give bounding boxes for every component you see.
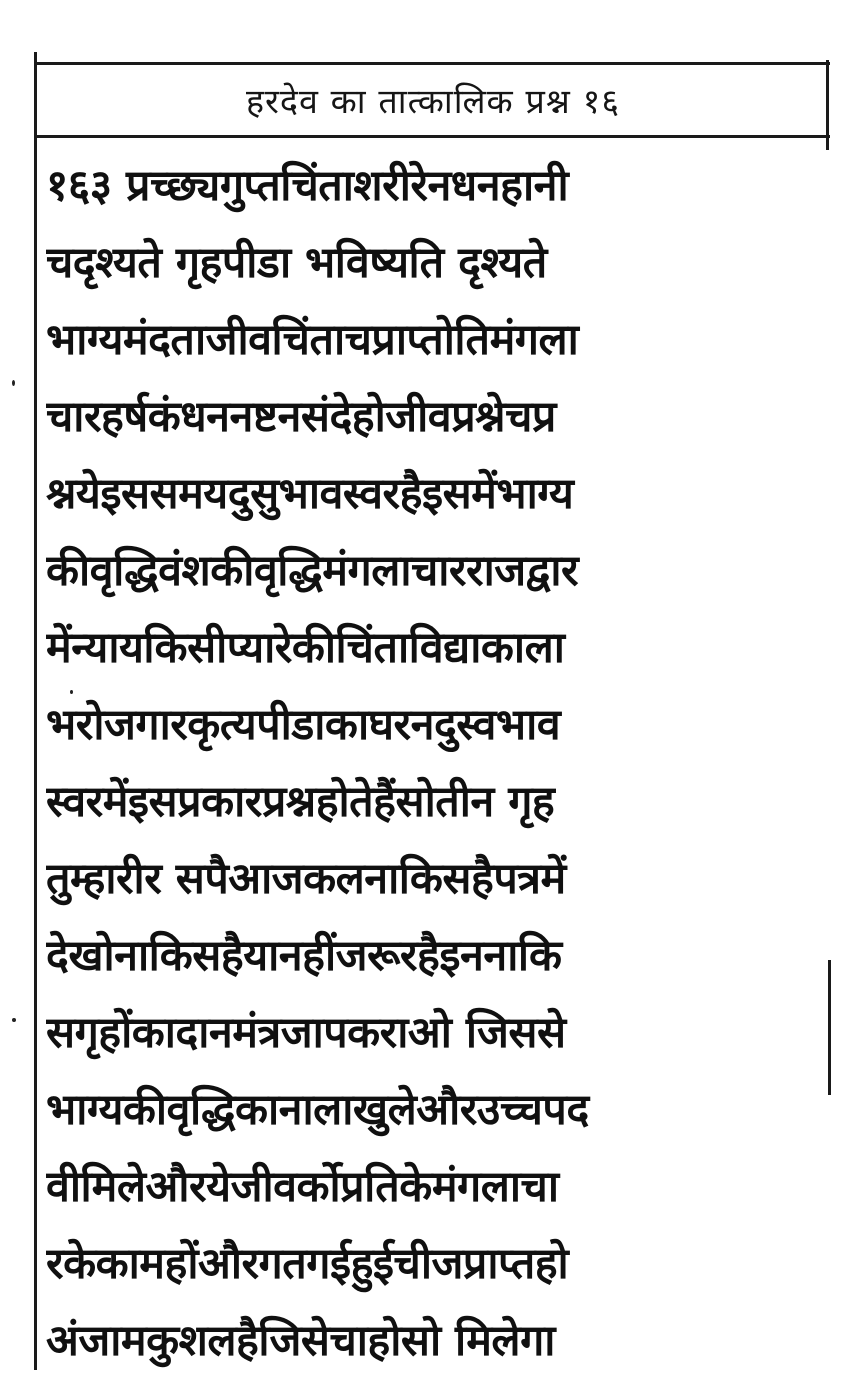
text-line: रकेकामहोंऔरगतगईहुईचीजप्राप्तहो <box>46 1239 569 1289</box>
ink-speck <box>12 380 15 386</box>
text-line: देखोनाकिसहैयानहींजरूरहैइननाकि <box>46 931 562 981</box>
ink-speck <box>12 1018 16 1022</box>
text-line: तुम्हारीर सपैआजकलनाकिसहैपत्रमें <box>46 854 566 904</box>
text-line: भाग्यमंदताजीवचिंताचप्राप्तोतिमंगला <box>46 315 579 365</box>
right-border-line-bottom <box>828 960 831 1095</box>
header-rule <box>34 135 830 138</box>
text-line: वीमिलेऔरयेजीवर्कोप्रतिकेमंगलाचा <box>46 1162 559 1212</box>
text-line: सगृहोंकादानमंत्रजापकराओ जिससे <box>46 1008 566 1058</box>
text-line: अंजामकुशलहैजिसेचाहोसो मिलेगा <box>46 1316 555 1366</box>
text-line: चदृश्यते गृहपीडा भविष्यति दृश्यते <box>46 238 547 288</box>
page-header-title: हरदेव का तात्कालिक प्रश्न १६ <box>245 82 621 122</box>
top-rule <box>34 62 830 65</box>
ink-speck <box>70 690 73 694</box>
text-line: भरोजगारकृत्यपीडाकाघरनदुस्वभाव <box>46 700 561 750</box>
body-text <box>46 148 826 1380</box>
text-line: कीवृद्धिवंशकीवृद्धिमंगलाचारराजद्वार <box>46 546 579 596</box>
text-line: श्नयेइससमयदुसुभावस्वरहैइसमेंभाग्य <box>46 469 574 519</box>
text-line: १६३ प्रच्छ्यगुप्तचिंताशरीरेनधनहानी <box>46 161 569 211</box>
text-line: मेंन्यायकिसीप्यारेकीचिंताविद्याकाला <box>46 623 565 673</box>
text-line: भाग्यकीवृद्धिकानालाखुलेऔरउच्चपद <box>46 1085 589 1135</box>
text-line: स्वरमेंइसप्रकारप्रश्नहोतेहैंसोतीन गृह <box>46 777 555 827</box>
text-line: चारहर्षकंधननष्टनसंदेहोजीवप्रश्नेचप्र <box>46 392 556 442</box>
left-border-line <box>34 52 37 1370</box>
